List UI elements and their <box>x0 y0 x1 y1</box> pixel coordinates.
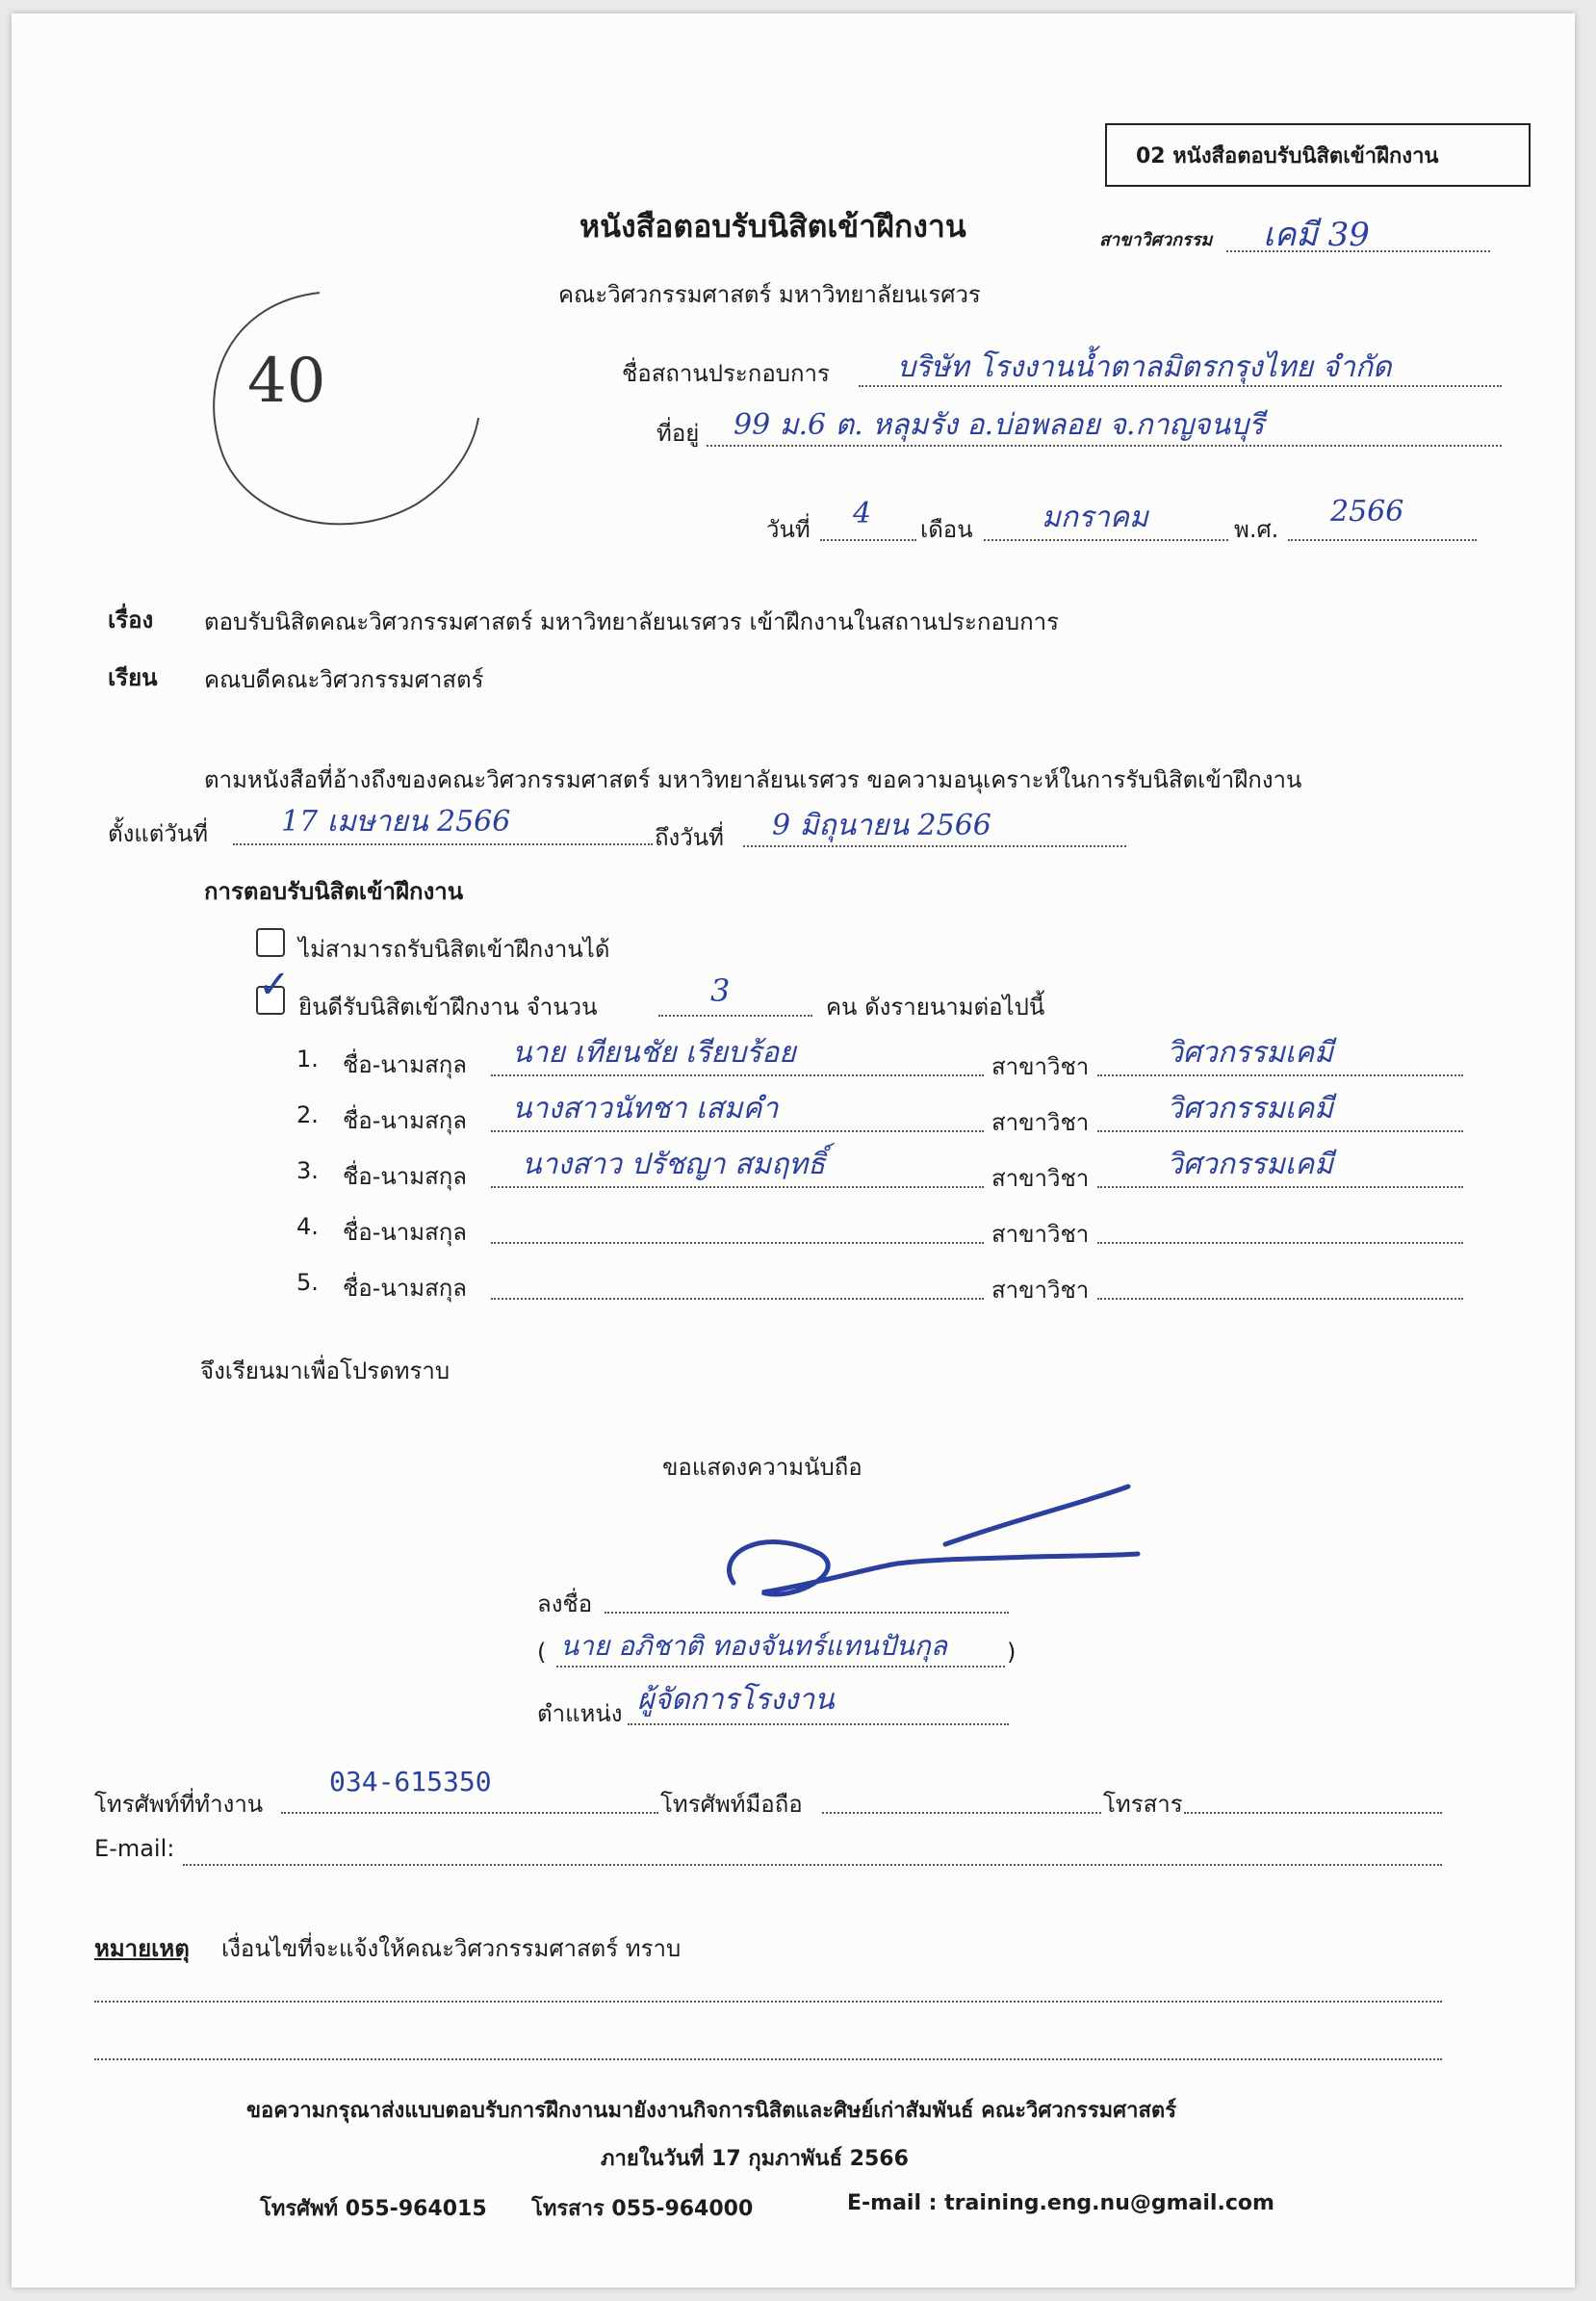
position-value[interactable]: ผู้จัดการโรงงาน <box>637 1683 835 1717</box>
subject-text: ตอบรับนิสิตคณะวิศวกรรมศาสตร์ มหาวิทยาลัยนเรศวร เข้าฝึกงานในสถานประกอบการ <box>204 608 1060 635</box>
student-branch-label: สาขาวิชา <box>991 1165 1090 1192</box>
student-branch-dotline <box>1097 1242 1463 1244</box>
date-day-label: วันที่ <box>766 516 811 543</box>
to-date-label: ถึงวันที่ <box>655 824 724 851</box>
sign-dotline <box>605 1612 1009 1614</box>
student-name-value[interactable]: นาย เทียนชัย เรียบร้อย <box>512 1036 796 1070</box>
footer-line-1: ขอความกรุณาส่งแบบตอบรับการฝึกงานมายังงานกิจการนิสิตและศิษย์เก่าสัมพันธ์ คณะวิศวกรรมศาสตร์ <box>246 2099 1177 2123</box>
note-label: หมายเหตุ <box>94 1935 190 1962</box>
student-name-label: ชื่อ-นามสกุล <box>343 1219 467 1246</box>
circle-number: 40 <box>247 346 326 417</box>
email-label: E-mail: <box>94 1835 175 1862</box>
signer-paren-open: ( <box>537 1639 547 1666</box>
date-year-dotline <box>1288 539 1477 541</box>
footer-email[interactable]: E-mail : training.eng.nu@gmail.com <box>847 2191 1274 2215</box>
student-branch-label: สาขาวิชา <box>991 1109 1090 1136</box>
mobile-label: โทรศัพท์มือถือ <box>660 1791 803 1818</box>
position-label: ตำแหน่ง <box>537 1700 623 1727</box>
student-branch-dotline <box>1097 1298 1463 1300</box>
subject-label: เรื่อง <box>108 607 154 633</box>
document-title: หนังสือตอบรับนิสิตเข้าฝึกงาน <box>579 208 966 245</box>
signature-image <box>705 1467 1167 1631</box>
body-text: ตามหนังสือที่อ้างถึงของคณะวิศวกรรมศาสตร์ มหาวิทยาลัยนเรศวร ขอความอนุเคราะห์ในการรับนิสิตเข้าฝึกงาน <box>204 766 1302 793</box>
student-number: 3. <box>296 1157 319 1184</box>
student-branch-label: สาขาวิชา <box>991 1277 1090 1304</box>
reject-option-label: ไม่สามารถรับนิสิตเข้าฝึกงานได้ <box>298 936 610 963</box>
establishment-label: ชื่อสถานประกอบการ <box>622 360 830 387</box>
student-branch-value[interactable]: วิศวกรรมเคมี <box>1167 1092 1333 1125</box>
accept-count-dotline <box>658 1015 812 1017</box>
student-name-label: ชื่อ-นามสกุล <box>343 1275 467 1302</box>
student-branch-value[interactable]: วิศวกรรมเคมี <box>1167 1036 1333 1070</box>
student-name-label: ชื่อ-นามสกุล <box>343 1051 467 1078</box>
major-label: สาขาวิศวกรรม <box>1099 230 1213 250</box>
phone-office-label: โทรศัพท์ที่ทำงาน <box>94 1791 264 1818</box>
accept-tick-mark: ✓ <box>258 963 291 1007</box>
mobile-dotline <box>822 1812 1101 1814</box>
fax-label: โทรสาร <box>1103 1791 1183 1818</box>
accept-suffix: คน ดังรายนามต่อไปนี้ <box>826 994 1045 1021</box>
document-page <box>12 13 1575 2288</box>
major-value[interactable]: เคมี 39 <box>1263 216 1370 254</box>
date-year-label: พ.ศ. <box>1234 516 1279 543</box>
phone-office-value[interactable]: 034-615350 <box>329 1766 492 1797</box>
signer-name[interactable]: นาย อภิชาติ ทองจันทร์แทนปันกุล <box>560 1630 947 1662</box>
note-text: เงื่อนไขที่จะแจ้งให้คณะวิศวกรรมศาสตร์ ทราบ <box>221 1935 682 1962</box>
from-date-value[interactable]: 17 เมษายน 2566 <box>281 805 511 839</box>
position-dotline <box>628 1723 1009 1725</box>
footer-line-2: ภายในวันที่ 17 กุมภาพันธ์ 2566 <box>601 2147 909 2171</box>
student-name-dotline <box>491 1242 984 1244</box>
to-label: เรียน <box>108 664 158 691</box>
date-month-label: เดือน <box>920 516 973 543</box>
student-name-label: ชื่อ-นามสกุล <box>343 1107 467 1134</box>
student-number: 4. <box>296 1213 319 1240</box>
phone-office-dotline <box>281 1812 658 1814</box>
footer-fax: โทรสาร 055-964000 <box>531 2197 754 2221</box>
student-number: 5. <box>296 1269 319 1296</box>
accept-option-label: ยินดีรับนิสิตเข้าฝึกงาน จำนวน <box>298 994 598 1021</box>
establishment-value[interactable]: บริษัท โรงงานน้ำตาลมิตรกรุงไทย จำกัด <box>897 350 1392 384</box>
student-number: 1. <box>296 1046 319 1073</box>
faculty-name: คณะวิศวกรรมศาสตร์ มหาวิทยาลัยนเรศวร <box>558 281 981 308</box>
student-branch-value[interactable]: วิศวกรรมเคมี <box>1167 1148 1333 1181</box>
date-day-value[interactable]: 4 <box>853 497 872 530</box>
date-month-value[interactable]: มกราคม <box>1042 501 1148 534</box>
to-date-value[interactable]: 9 มิถุนายน 2566 <box>772 809 991 842</box>
student-branch-label: สาขาวิชา <box>991 1053 1090 1080</box>
footer-phone: โทรศัพท์ 055-964015 <box>260 2197 487 2221</box>
date-day-dotline <box>820 539 916 541</box>
email-dotline <box>183 1864 1442 1866</box>
acceptance-heading: การตอบรับนิสิตเข้าฝึกงาน <box>204 878 464 905</box>
reject-checkbox[interactable] <box>256 928 285 957</box>
signer-paren-close: ) <box>1007 1639 1017 1666</box>
note-dotline-1 <box>94 2001 1442 2003</box>
student-branch-label: สาขาวิชา <box>991 1221 1090 1248</box>
student-name-label: ชื่อ-นามสกุล <box>343 1163 467 1190</box>
fax-dotline <box>1184 1812 1442 1814</box>
accept-count-value[interactable]: 3 <box>710 972 731 1009</box>
form-code-box <box>1105 123 1531 187</box>
regards-text: ขอแสดงความนับถือ <box>662 1454 862 1481</box>
sign-label: ลงชื่อ <box>537 1590 593 1617</box>
to-text: คณบดีคณะวิศวกรรมศาสตร์ <box>204 666 484 693</box>
date-year-value[interactable]: 2566 <box>1330 495 1404 529</box>
note-dotline-2 <box>94 2058 1442 2060</box>
student-number: 2. <box>296 1101 319 1128</box>
from-date-label: ตั้งแต่วันที่ <box>108 820 209 847</box>
form-code: 02 หนังสือตอบรับนิสิตเข้าฝึกงาน <box>1136 144 1439 168</box>
address-value[interactable]: 99 ม.6 ต. หลุมรัง อ.บ่อพลอย จ.กาญจนบุรี <box>734 408 1265 442</box>
closing-text: จึงเรียนมาเพื่อโปรดทราบ <box>200 1357 450 1384</box>
student-name-value[interactable]: นางสาว ปรัชญา สมฤทธิ์ <box>522 1148 826 1181</box>
circle-mark <box>175 273 502 562</box>
address-label: ที่อยู่ <box>656 420 700 447</box>
student-name-value[interactable]: นางสาวนัทชา เสมคำ <box>512 1092 779 1125</box>
student-name-dotline <box>491 1298 984 1300</box>
